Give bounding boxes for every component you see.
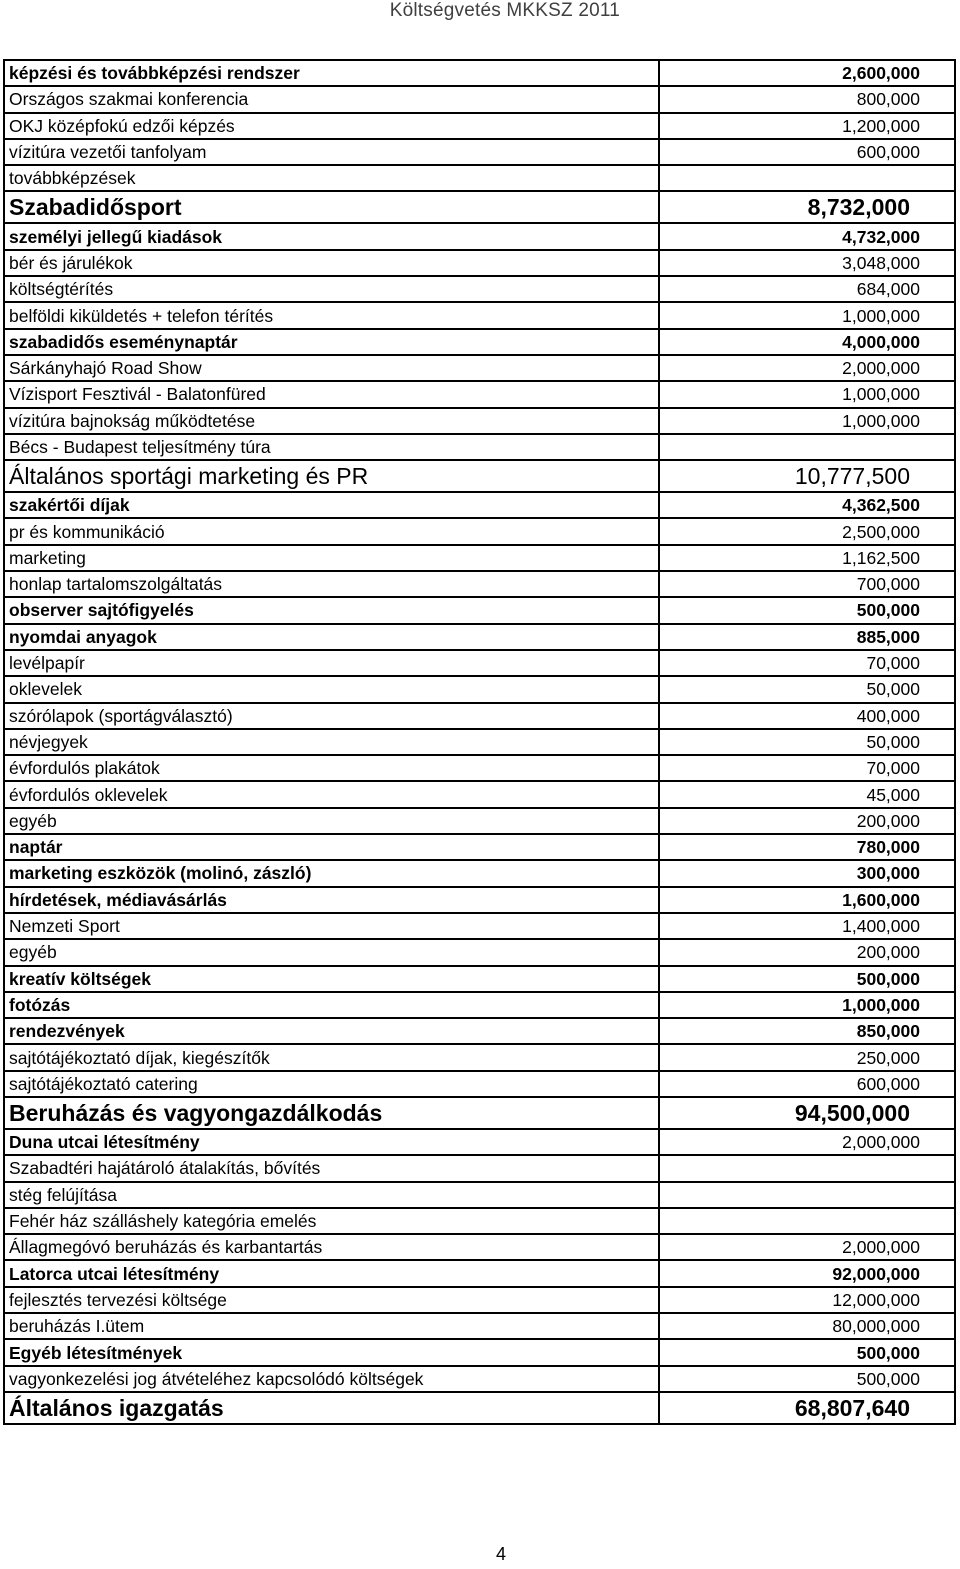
row-value: 500,000 [659, 1366, 955, 1392]
table-row [4, 408, 955, 434]
row-value: 1,400,000 [659, 913, 955, 939]
table-row [4, 597, 955, 623]
row-label: költségtérítés [4, 276, 659, 302]
table-row [4, 381, 955, 407]
row-value [659, 434, 955, 460]
row-value: 2,000,000 [659, 1234, 955, 1260]
row-label: hírdetések, médiavásárlás [4, 887, 659, 913]
budget-table-body [4, 60, 955, 1424]
row-value: 200,000 [659, 808, 955, 834]
row-label: fejlesztés tervezési költsége [4, 1287, 659, 1313]
table-row [4, 729, 955, 755]
row-value: 500,000 [659, 966, 955, 992]
table-row [4, 191, 955, 223]
row-label: szabadidős eseménynaptár [4, 329, 659, 355]
row-label: marketing [4, 545, 659, 571]
table-row [4, 250, 955, 276]
row-value: 2,000,000 [659, 1129, 955, 1155]
row-label: Beruházás és vagyongazdálkodás [4, 1097, 659, 1129]
row-label: kreatív költségek [4, 966, 659, 992]
row-value: 80,000,000 [659, 1313, 955, 1339]
row-value: 600,000 [659, 1071, 955, 1097]
row-label: sajtótájékoztató díjak, kiegészítők [4, 1044, 659, 1070]
table-row [4, 624, 955, 650]
row-value [659, 1208, 955, 1234]
table-row [4, 113, 955, 139]
row-value: 1,000,000 [659, 302, 955, 328]
table-row [4, 355, 955, 381]
table-row [4, 1129, 955, 1155]
row-value: 2,500,000 [659, 518, 955, 544]
row-value: 684,000 [659, 276, 955, 302]
row-value: 1,600,000 [659, 887, 955, 913]
row-value [659, 1182, 955, 1208]
row-label: honlap tartalomszolgáltatás [4, 571, 659, 597]
row-label: Vízisport Fesztivál - Balatonfüred [4, 381, 659, 407]
row-value: 800,000 [659, 86, 955, 112]
table-row [4, 781, 955, 807]
table-row [4, 650, 955, 676]
row-label: Bécs - Budapest teljesítmény túra [4, 434, 659, 460]
row-label: egyéb [4, 808, 659, 834]
row-label: Sárkányhajó Road Show [4, 355, 659, 381]
row-label: nyomdai anyagok [4, 624, 659, 650]
row-value: 1,000,000 [659, 408, 955, 434]
row-label: marketing eszközök (molinó, zászló) [4, 860, 659, 886]
row-value: 50,000 [659, 729, 955, 755]
table-row [4, 834, 955, 860]
row-value: 885,000 [659, 624, 955, 650]
table-row [4, 887, 955, 913]
row-label: szórólapok (sportágválasztó) [4, 703, 659, 729]
row-value: 70,000 [659, 755, 955, 781]
table-row [4, 460, 955, 492]
table-row [4, 329, 955, 355]
table-row [4, 518, 955, 544]
row-value: 200,000 [659, 939, 955, 965]
row-value: 4,000,000 [659, 329, 955, 355]
row-label: vagyonkezelési jog átvételéhez kapcsolódó költségek [4, 1366, 659, 1392]
table-row [4, 1208, 955, 1234]
table-row [4, 966, 955, 992]
row-value: 50,000 [659, 676, 955, 702]
row-label: rendezvények [4, 1018, 659, 1044]
row-label: továbbképzések [4, 165, 659, 191]
row-value: 4,732,000 [659, 223, 955, 249]
row-value [659, 165, 955, 191]
table-row [4, 808, 955, 834]
row-value: 68,807,640 [659, 1392, 955, 1424]
row-label: beruházás I.ütem [4, 1313, 659, 1339]
row-value: 70,000 [659, 650, 955, 676]
table-row [4, 571, 955, 597]
row-label: Nemzeti Sport [4, 913, 659, 939]
row-label: névjegyek [4, 729, 659, 755]
row-value: 1,200,000 [659, 113, 955, 139]
row-value: 94,500,000 [659, 1097, 955, 1129]
row-label: fotózás [4, 992, 659, 1018]
table-row [4, 1071, 955, 1097]
row-label: Szabadtéri hajátároló átalakítás, bővítés [4, 1155, 659, 1181]
table-row [4, 939, 955, 965]
row-label: egyéb [4, 939, 659, 965]
row-value: 780,000 [659, 834, 955, 860]
table-row [4, 165, 955, 191]
table-row [4, 755, 955, 781]
row-label: belföldi kiküldetés + telefon térítés [4, 302, 659, 328]
table-row [4, 1018, 955, 1044]
page-number: 4 [496, 1544, 507, 1564]
row-value: 4,362,500 [659, 492, 955, 518]
table-row [4, 492, 955, 518]
table-row [4, 1182, 955, 1208]
row-value: 300,000 [659, 860, 955, 886]
table-row [4, 1287, 955, 1313]
row-label: stég felújítása [4, 1182, 659, 1208]
row-value: 250,000 [659, 1044, 955, 1070]
row-label: pr és kommunikáció [4, 518, 659, 544]
row-label: évfordulós plakátok [4, 755, 659, 781]
table-row [4, 60, 955, 86]
table-row [4, 1260, 955, 1286]
table-row [4, 1392, 955, 1424]
row-label: naptár [4, 834, 659, 860]
row-label: OKJ középfokú edzői képzés [4, 113, 659, 139]
table-row [4, 992, 955, 1018]
table-row [4, 703, 955, 729]
row-value: 10,777,500 [659, 460, 955, 492]
table-row [4, 1366, 955, 1392]
budget-table [3, 59, 956, 1425]
table-row [4, 139, 955, 165]
row-label: évfordulós oklevelek [4, 781, 659, 807]
table-row [4, 1044, 955, 1070]
table-row [4, 1234, 955, 1260]
row-value [659, 1155, 955, 1181]
table-row [4, 1155, 955, 1181]
row-value: 92,000,000 [659, 1260, 955, 1286]
table-row [4, 1339, 955, 1365]
row-label: személyi jellegű kiadások [4, 223, 659, 249]
row-value: 2,600,000 [659, 60, 955, 86]
row-value: 3,048,000 [659, 250, 955, 276]
row-label: Általános sportági marketing és PR [4, 460, 659, 492]
row-label: sajtótájékoztató catering [4, 1071, 659, 1097]
row-value: 400,000 [659, 703, 955, 729]
row-value: 600,000 [659, 139, 955, 165]
row-label: Állagmegóvó beruházás és karbantartás [4, 1234, 659, 1260]
row-value: 8,732,000 [659, 191, 955, 223]
row-value: 12,000,000 [659, 1287, 955, 1313]
page-header-title: Költségvetés MKKSZ 2011 [389, 0, 620, 21]
table-row [4, 676, 955, 702]
table-row [4, 860, 955, 886]
row-value: 1,000,000 [659, 992, 955, 1018]
table-row [4, 913, 955, 939]
table-row [4, 545, 955, 571]
row-label: Országos szakmai konferencia [4, 86, 659, 112]
row-value: 1,000,000 [659, 381, 955, 407]
row-label: Fehér ház szálláshely kategória emelés [4, 1208, 659, 1234]
row-label: Szabadidősport [4, 191, 659, 223]
table-row [4, 1313, 955, 1339]
row-value: 1,162,500 [659, 545, 955, 571]
row-label: vízitúra vezetői tanfolyam [4, 139, 659, 165]
row-value: 2,000,000 [659, 355, 955, 381]
row-label: oklevelek [4, 676, 659, 702]
row-value: 850,000 [659, 1018, 955, 1044]
row-label: Latorca utcai létesítmény [4, 1260, 659, 1286]
table-row [4, 1097, 955, 1129]
row-value: 45,000 [659, 781, 955, 807]
row-label: képzési és továbbképzési rendszer [4, 60, 659, 86]
row-label: Egyéb létesítmények [4, 1339, 659, 1365]
row-label: Általános igazgatás [4, 1392, 659, 1424]
row-label: Duna utcai létesítmény [4, 1129, 659, 1155]
row-label: bér és járulékok [4, 250, 659, 276]
table-row [4, 276, 955, 302]
table-row [4, 86, 955, 112]
row-value: 700,000 [659, 571, 955, 597]
row-label: observer sajtófigyelés [4, 597, 659, 623]
table-row [4, 434, 955, 460]
row-value: 500,000 [659, 1339, 955, 1365]
row-label: szakértői díjak [4, 492, 659, 518]
row-value: 500,000 [659, 597, 955, 623]
row-label: vízitúra bajnokság működtetése [4, 408, 659, 434]
table-row [4, 223, 955, 249]
row-label: levélpapír [4, 650, 659, 676]
table-row [4, 302, 955, 328]
